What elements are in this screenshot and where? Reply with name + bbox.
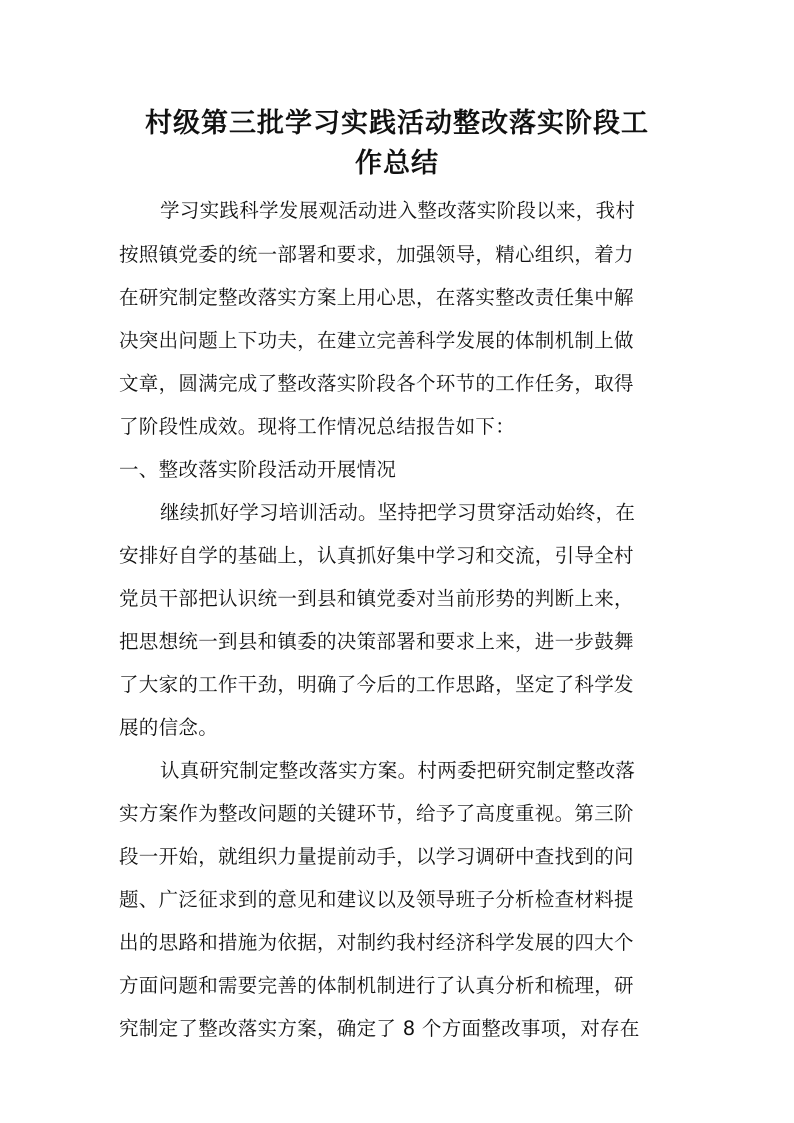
document-title-line-2: 作总结 [355,148,439,179]
paragraph-line: 按照镇党委的统一部署和要求，加强领导，精心组织，着力 [119,243,634,266]
paragraph-line: 了阶段性成效。现将工作情况总结报告如下： [119,415,516,438]
paragraph-line: 在研究制定整改落实方案上用心思，在落实整改责任集中解 [119,286,634,309]
paragraph-line: 决突出问题上下功夫，在建立完善科学发展的体制机制上做 [119,329,634,352]
paragraph-line: 文章，圆满完成了整改落实阶段各个环节的工作任务，取得 [119,372,634,395]
paragraph-line: 继续抓好学习培训活动。坚持把学习贯穿活动始终，在 [160,501,636,524]
paragraph-line: 把思想统一到县和镇委的决策部署和要求上来，进一步鼓舞 [119,630,634,653]
document-title-line-1: 村级第三批学习实践活动整改落实阶段工 [145,108,649,139]
paragraph-line: 学习实践科学发展观活动进入整改落实阶段以来，我村 [160,199,636,222]
paragraph-line: 实方案作为整改问题的关键环节，给予了高度重视。第三阶 [119,802,634,825]
paragraph-line: 方面问题和需要完善的体制机制进行了认真分析和梳理，研 [119,974,634,997]
paragraph-line: 认真研究制定整改落实方案。村两委把研究制定整改落 [160,759,636,782]
section-heading: 一、整改落实阶段活动开展情况 [119,458,397,481]
paragraph-line: 展的信念。 [119,716,219,739]
paragraph-line: 安排好自学的基础上，认真抓好集中学习和交流，引导全村 [119,544,634,567]
paragraph-line: 题、广泛征求到的意见和建议以及领导班子分析检查材料提 [119,888,634,911]
paragraph-line: 段一开始，就组织力量提前动手，以学习调研中查找到的问 [119,845,634,868]
paragraph-line: 出的思路和措施为依据，对制约我村经济科学发展的四大个 [119,931,634,954]
paragraph-line: 党员干部把认识统一到县和镇党委对当前形势的判断上来， [119,587,634,610]
paragraph-line: 了大家的工作干劲，明确了今后的工作思路，坚定了科学发 [119,673,634,696]
paragraph-line: 究制定了整改落实方案，确定了 8 个方面整改事项，对存在 [119,1017,640,1040]
